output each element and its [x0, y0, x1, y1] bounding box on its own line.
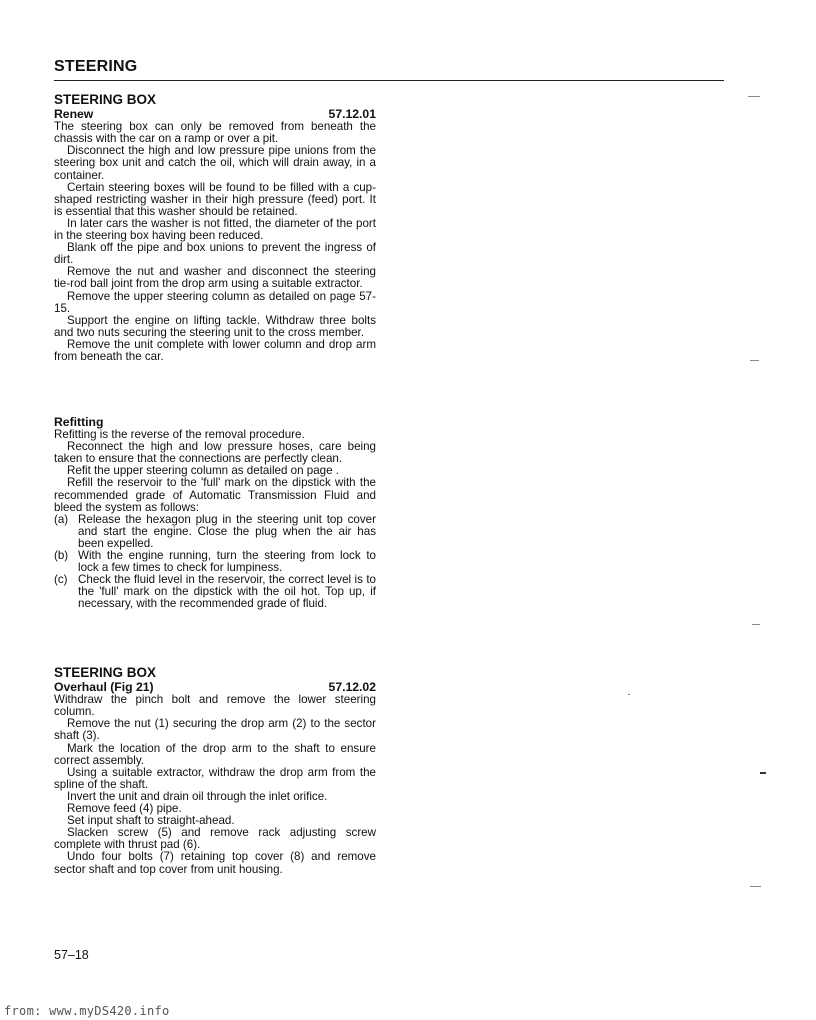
paragraph: Mark the location of the drop arm to the shaft to ensure correct assembly.: [54, 741, 376, 767]
paragraph: Withdraw the pinch bolt and remove the lower steering column.: [54, 693, 376, 719]
paragraph: Set input shaft to straight-ahead.: [67, 814, 235, 828]
list-text: Release the hexagon plug in the steering unit top cover and start the engine. Close the plug when the air has been expelled.: [78, 512, 376, 550]
paragraph: Refit the upper steering column as detailed on page .: [67, 464, 339, 478]
subheading: Renew: [54, 107, 94, 122]
paragraph: Refill the reservoir to the 'full' mark on the dipstick with the recommended grade of Automatic Transmission Fluid and bleed the system as follows:: [54, 476, 376, 514]
paragraph: Disconnect the high and low pressure pipe unions from the steering box unit and catch the oil, which will drain away, in a container.: [54, 144, 376, 182]
paragraph: Slacken screw (5) and remove rack adjusting screw complete with thrust pad (6).: [54, 826, 376, 852]
subheading-row: [54, 108, 376, 120]
scan-mark: [752, 624, 760, 625]
operation-code: 57.12.01: [328, 107, 376, 122]
paragraph: Refitting is the reverse of the removal procedure.: [54, 428, 305, 442]
list-label: (a): [54, 512, 69, 526]
list-item: [54, 514, 376, 550]
header-rule: [54, 80, 724, 81]
footer-watermark: from: www.myDS420.info: [4, 1004, 170, 1018]
scan-mark: [750, 360, 759, 361]
page-header: STEERING: [54, 58, 138, 75]
list-label: (c): [54, 573, 68, 587]
paragraph: Remove the unit complete with lower column and drop arm from beneath the car.: [54, 337, 376, 363]
list-label: (b): [54, 549, 69, 563]
list-item: [54, 550, 376, 574]
section-title: STEERING BOX: [54, 92, 157, 107]
paragraph: Reconnect the high and low pressure hoses, care being taken to ensure that the connections are perfectly clean.: [54, 440, 376, 466]
paragraph: In later cars the washer is not fitted, the diameter of the port in the steering box having been reduced.: [54, 216, 376, 243]
section-renew: [54, 94, 376, 363]
section-title: STEERING BOX: [54, 665, 157, 680]
paragraph: Invert the unit and drain oil through the inlet orifice.: [67, 789, 328, 803]
paragraph: Using a suitable extractor, withdraw the drop arm from the spline of the shaft.: [54, 765, 376, 791]
list-text: With the engine running, turn the steering from lock to lock a few times to check for lumpiness.: [78, 549, 376, 575]
list-item: [54, 574, 376, 610]
list-text: Check the fluid level in the reservoir, the correct level is to the 'full' mark on the dipstick with the oil hot. Top up, if necessary, with the recommended grade of fluid.: [78, 573, 376, 611]
paragraph: Remove feed (4) pipe.: [67, 802, 182, 816]
scan-mark: [760, 772, 766, 774]
paragraph: Remove the nut and washer and disconnect the steering tie-rod ball joint from the drop arm using a suitable extractor.: [54, 265, 376, 291]
scan-mark: [750, 886, 761, 887]
section-overhaul: [54, 667, 376, 876]
subheading: Overhaul (Fig 21): [54, 680, 154, 695]
refitting-heading: Refitting: [54, 415, 104, 429]
page-number: 57–18: [54, 948, 89, 962]
scan-mark: [628, 694, 630, 695]
paragraph: Remove the nut (1) securing the drop arm (2) to the sector shaft (3).: [54, 717, 376, 743]
paragraph: Support the engine on lifting tackle. Withdraw three bolts and two nuts securing the steering unit to the cross member.: [54, 313, 376, 339]
paragraph: Undo four bolts (7) retaining top cover (8) and remove sector shaft and top cover from unit housing.: [54, 850, 376, 876]
paragraph: Blank off the pipe and box unions to prevent the ingress of dirt.: [54, 241, 376, 267]
section-refitting: [54, 416, 376, 611]
scan-mark: [748, 96, 760, 97]
paragraph: The steering box can only be removed from beneath the chassis with the car on a ramp or over a pit.: [54, 120, 376, 146]
paragraph: Remove the upper steering column as detailed on page 57-15.: [54, 289, 376, 315]
subheading-row: [54, 681, 376, 693]
paragraph: Certain steering boxes will be found to be filled with a cup-shaped restricting washer in their high pressure (feed) port. It is essential that this washer should be retained.: [54, 180, 376, 218]
operation-code: 57.12.02: [328, 680, 376, 695]
